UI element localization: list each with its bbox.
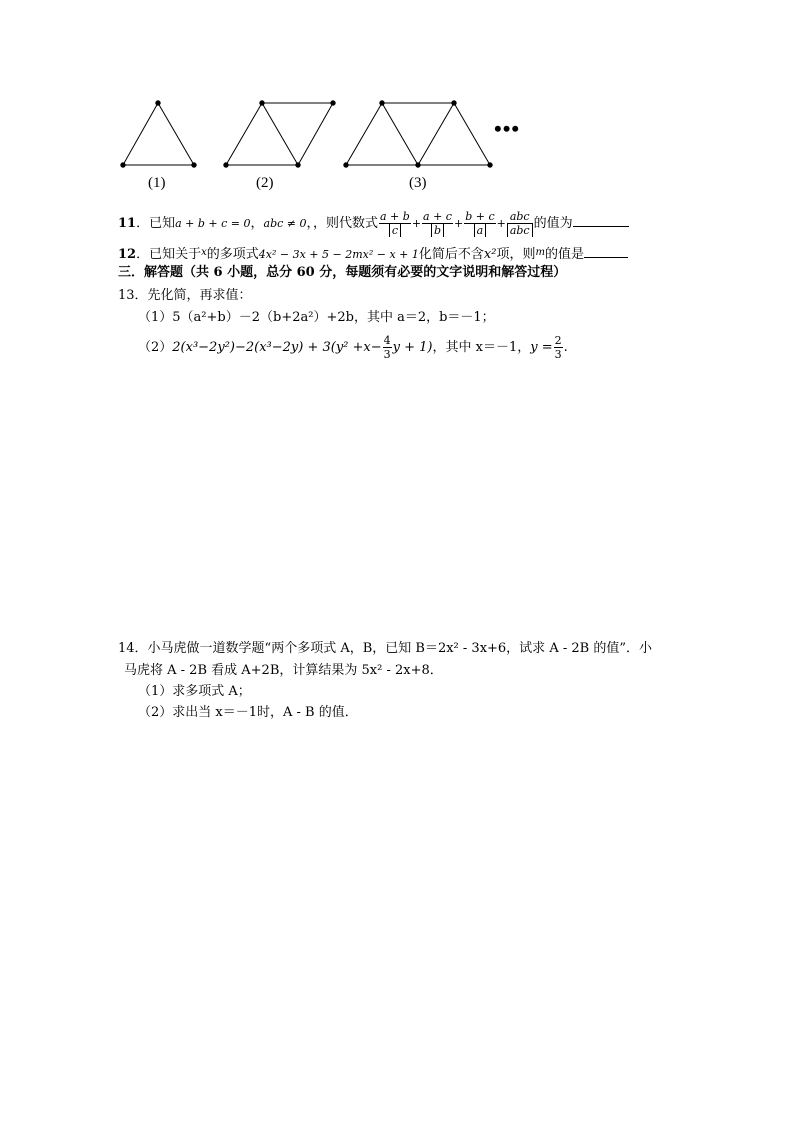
expression-2: 2(x³−2y²)−2(x³−2y) + 3(y² +x−	[172, 340, 382, 355]
figure-3	[344, 101, 492, 167]
fraction-3: $\frac{b + c}{a}$	[465, 210, 495, 237]
fraction-1: $\frac{a + b}{c}$	[380, 210, 410, 237]
question-14-line-1: 14．小马虎做一道数学题“两个多项式 A，B，已知 B＝2x² - 3x+6，试求 A - 2B 的值”．小	[118, 641, 652, 656]
condition-product: abc ≠ 0	[263, 217, 307, 230]
triangle-pattern-figures	[0, 0, 794, 200]
polynomial: 4x² − 3x + 5 − 2mx² − x + 1	[258, 248, 419, 261]
expression-1: 5（a²+b）－2（b+2a²）+2b	[172, 310, 354, 325]
question-11: 11．已知a + b + c = 0，abc ≠ 0，，则代数式 $\frac{a + b}{c}$ + $\frac{a + c}{b}$ + $\frac{b + c}{a}$ + $\frac{\text{abc}}{\text{abc}}$ 的值为	[118, 210, 629, 237]
question-number: 12	[118, 247, 137, 262]
figure-3-caption: (3)	[409, 175, 427, 191]
question-13-part-2: （2）2(x³−2y²)−2(x³−2y) + 3(y² +x− $\frac{4}{3}$ y + 1)，其中 x＝－1，y = $\frac{2}{3}$ .	[138, 334, 568, 361]
question-number: 11	[118, 216, 137, 231]
answer-blank	[584, 245, 628, 258]
question-14-part-1: （1）求多项式 A；	[138, 684, 251, 699]
question-13-part-1: （1）5（a²+b）－2（b+2a²）+2b，其中 a＝2，b＝－1；	[138, 310, 495, 325]
question-14-part-2: （2）求出当 x＝－1时，A - B 的值．	[138, 705, 358, 720]
fraction-4: $\frac{\text{abc}}{\text{abc}}$	[507, 210, 533, 237]
fraction-four-thirds: $\frac{4}{3}$	[383, 334, 391, 361]
answer-blank	[573, 214, 629, 227]
question-14-line-2: 马虎将 A - 2B 看成 A+2B，计算结果为 5x² - 2x+8．	[124, 663, 443, 678]
question-13-title: 13．先化简，再求值：	[118, 288, 252, 303]
ellipsis: •••	[494, 116, 521, 141]
fraction-two-thirds: $\frac{2}{3}$	[554, 334, 562, 361]
figure-2-caption: (2)	[256, 175, 274, 191]
figure-1	[121, 101, 196, 167]
figure-2	[224, 101, 335, 167]
section-3-title: 三．解答题（共 6 小题，总分 60 分，每题须有必要的文字说明和解答过程）	[118, 265, 567, 280]
condition-sum: a + b + c = 0	[175, 217, 251, 230]
fraction-2: $\frac{a + c}{b}$	[423, 210, 452, 237]
figure-1-caption: (1)	[148, 175, 166, 191]
question-12: 12．已知关于$^x$的多项式4x² − 3x + 5 − 2mx² − x + 1化简后不含x²项，则$^m$的值是	[118, 244, 628, 264]
